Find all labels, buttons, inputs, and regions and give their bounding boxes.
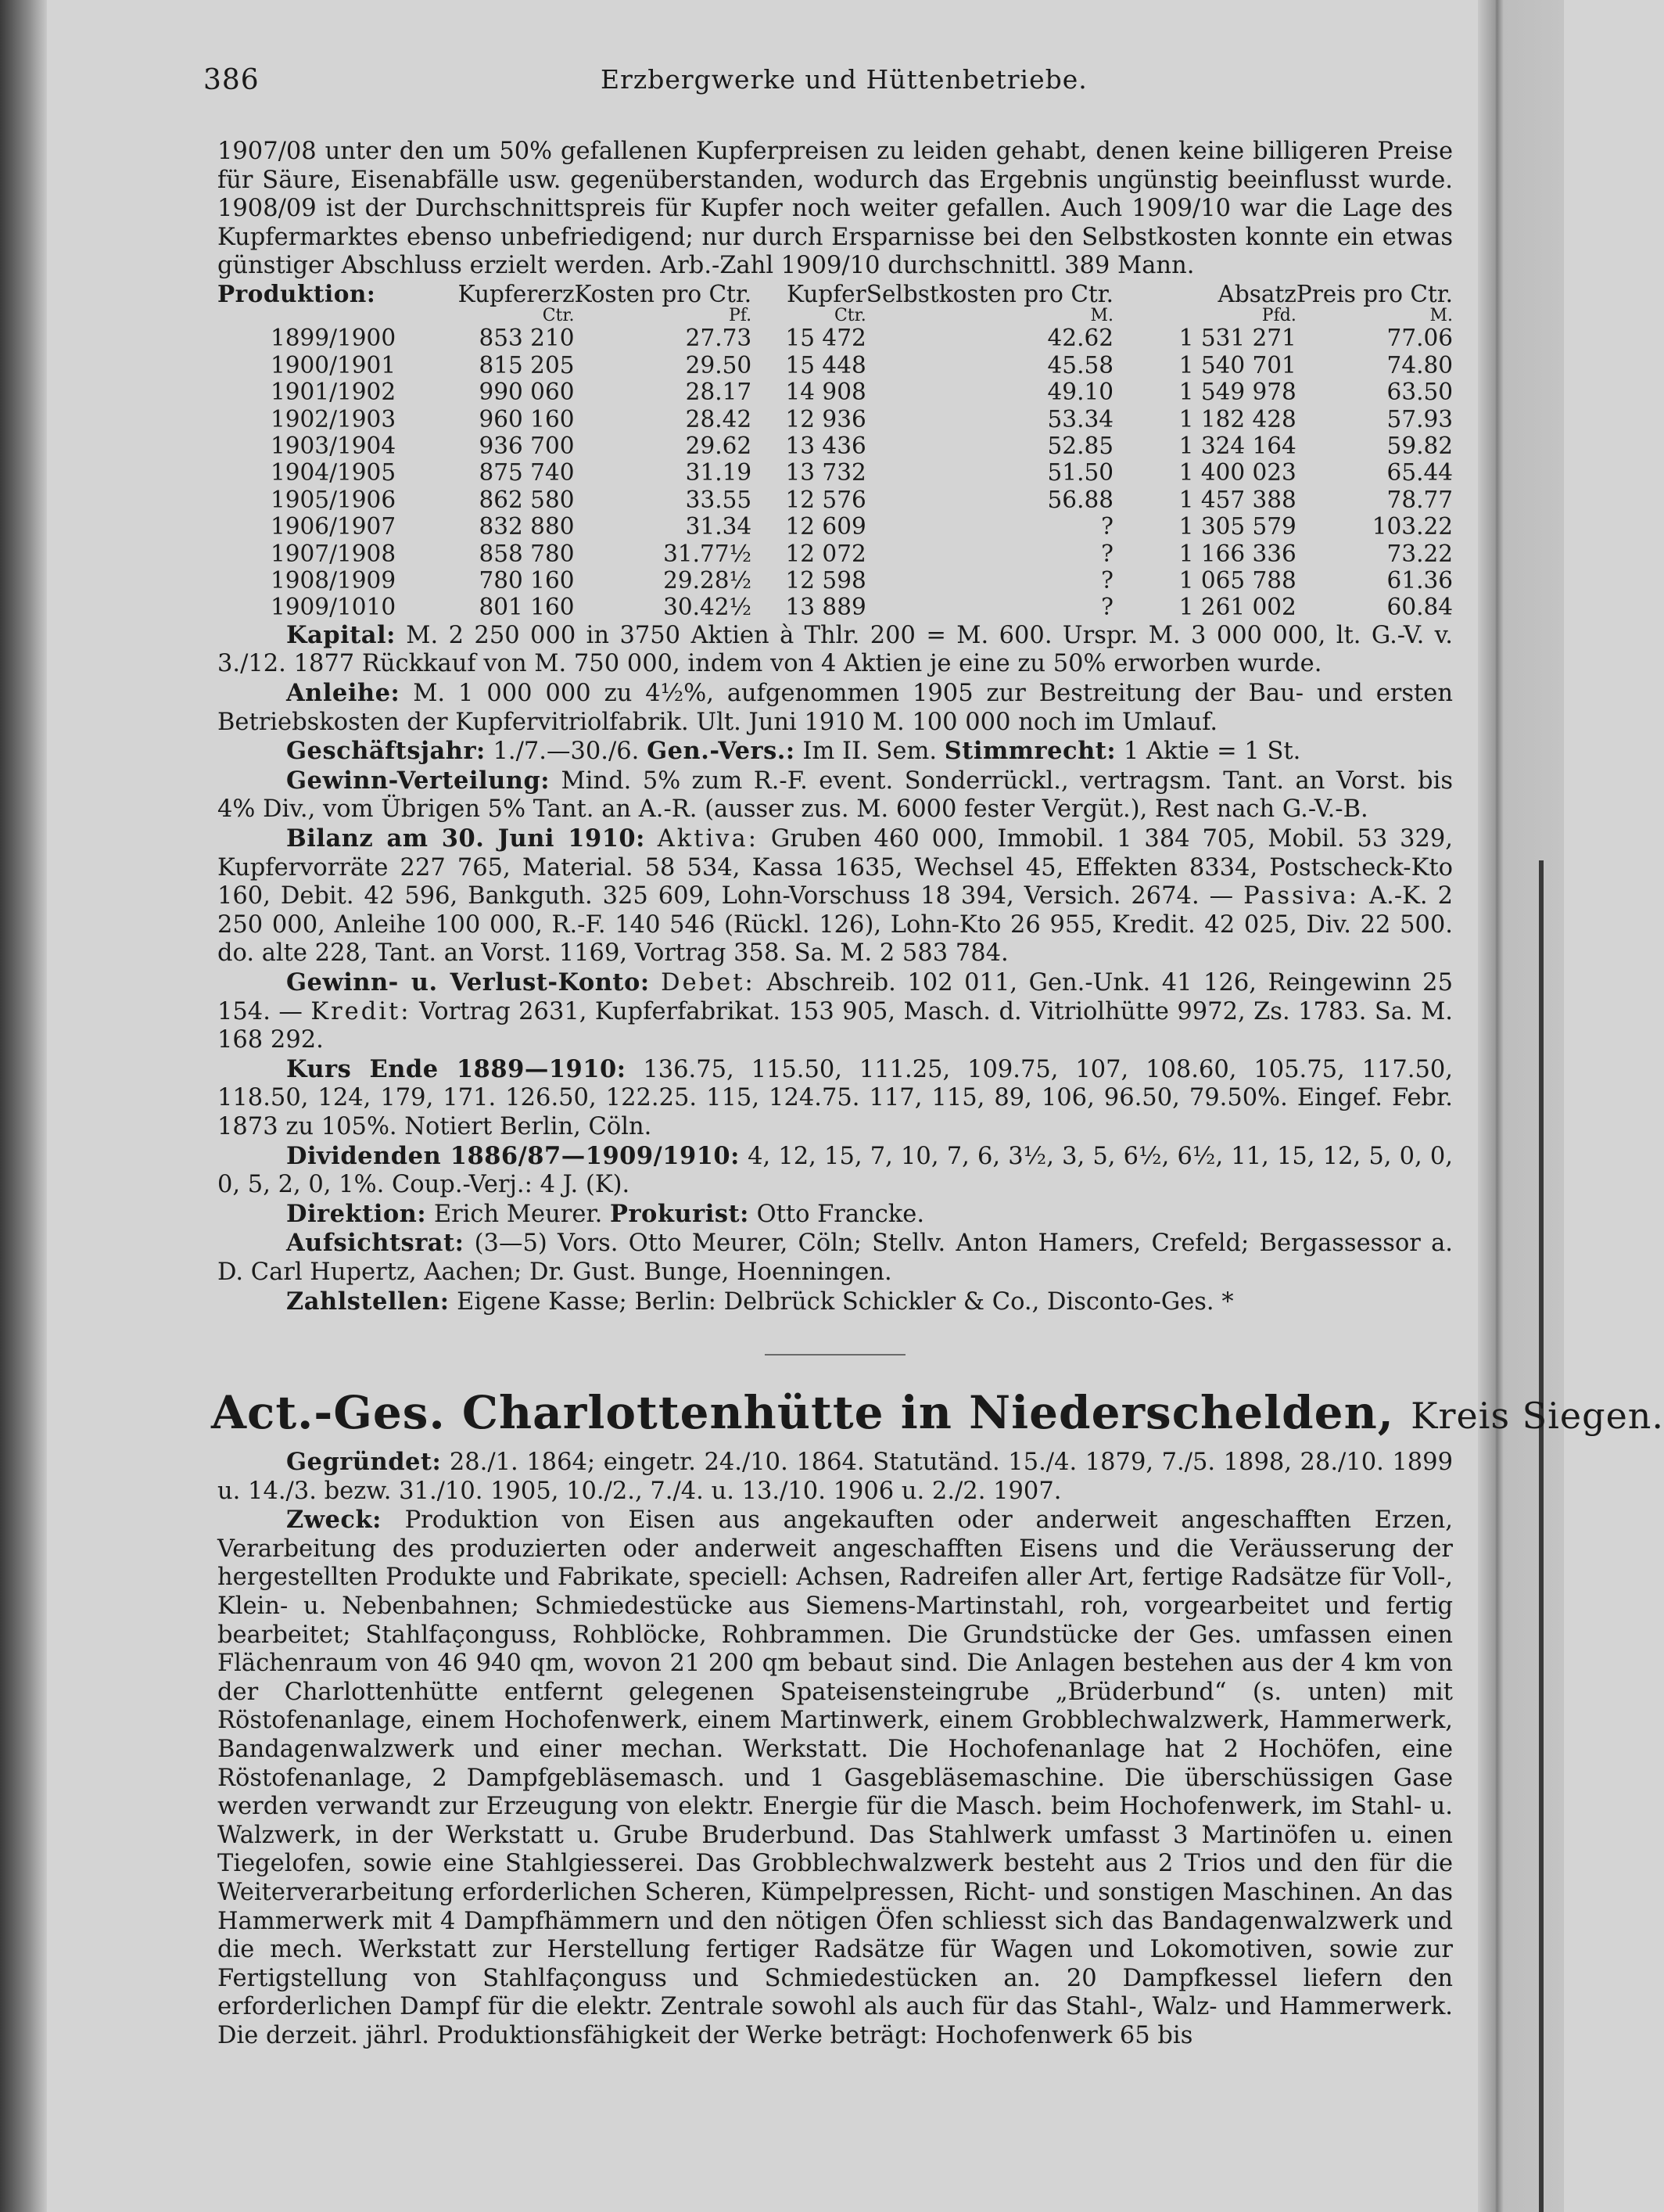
production-cell: 31.77½ bbox=[663, 540, 752, 567]
production-rows bbox=[217, 325, 1453, 620]
production-cell: 31.19 bbox=[685, 459, 752, 487]
col-unit: Pfd. bbox=[1261, 306, 1296, 326]
production-cell: 1 261 002 bbox=[1178, 594, 1296, 621]
production-cell: 1 540 701 bbox=[1178, 351, 1296, 379]
production-cell: 858 780 bbox=[479, 540, 575, 567]
geschaeftsjahr-label: Geschäftsjahr: bbox=[286, 737, 486, 766]
production-cell: 27.73 bbox=[685, 325, 752, 352]
production-cell: 15 448 bbox=[785, 351, 866, 379]
geschaeftsjahr-text: 1./7.—30./6. bbox=[493, 738, 640, 766]
production-cell: 1 182 428 bbox=[1178, 405, 1296, 433]
production-row bbox=[217, 513, 1453, 540]
zahlstellen-label: Zahlstellen: bbox=[286, 1287, 450, 1316]
production-cell: 815 205 bbox=[479, 351, 575, 379]
production-row bbox=[217, 459, 1453, 486]
production-cell: 1900/1901 bbox=[271, 351, 396, 379]
production-cell: 1902/1903 bbox=[271, 405, 396, 433]
zweck-paragraph bbox=[217, 1506, 1453, 2050]
production-cell: 65.44 bbox=[1386, 459, 1453, 487]
col-unit: M. bbox=[1429, 306, 1453, 326]
col-header: Kupfererz bbox=[457, 280, 575, 307]
running-title: Erzbergwerke und Hüttenbetriebe. bbox=[601, 64, 1088, 95]
production-cell: 1 305 579 bbox=[1178, 513, 1296, 540]
production-cell: 13 889 bbox=[785, 594, 866, 621]
production-cell: 1901/1902 bbox=[271, 379, 396, 406]
production-cell: 862 580 bbox=[479, 486, 575, 513]
production-cell: 1 324 164 bbox=[1178, 433, 1296, 459]
stimmrecht-text: 1 Aktie = 1 St. bbox=[1123, 738, 1301, 766]
production-cell: 1 400 023 bbox=[1178, 459, 1296, 487]
aufsichtsrat-paragraph bbox=[217, 1229, 1453, 1287]
production-cell: ? bbox=[1101, 540, 1114, 567]
production-cell: 1 531 271 bbox=[1178, 325, 1296, 352]
guv-paragraph bbox=[217, 968, 1453, 1055]
production-cell: 1908/1909 bbox=[271, 567, 396, 594]
section-divider bbox=[765, 1354, 906, 1356]
production-cell: 13 436 bbox=[785, 433, 866, 459]
gen-vers-text: Im II. Sem. bbox=[802, 738, 938, 766]
production-cell: 53.34 bbox=[1047, 405, 1114, 433]
production-cell: 78.77 bbox=[1386, 486, 1453, 513]
gewinn-verteilung-label: Gewinn-Verteilung: bbox=[286, 766, 550, 795]
zweck-label: Zweck: bbox=[286, 1506, 382, 1535]
production-cell: 990 060 bbox=[479, 379, 575, 406]
production-cell: 1904/1905 bbox=[271, 459, 396, 487]
production-cell: 51.50 bbox=[1047, 459, 1114, 487]
production-row bbox=[217, 567, 1453, 594]
kapital-paragraph bbox=[217, 621, 1453, 679]
production-cell: 30.42½ bbox=[663, 594, 752, 621]
prokurist-text: Otto Francke. bbox=[756, 1200, 925, 1228]
passiva-text: A.-K. 2 250 000, Anleihe 100 000, R.-F. 140 546 (Rückl. 126), Lohn-Kto 26 955, Kredit. 42 025, Div. 22 500. do. alte 228, Tant. an Vorst. 1169, Vortrag 358. Sa. M. 2 583 784. bbox=[217, 882, 1453, 968]
production-cell: 52.85 bbox=[1047, 433, 1114, 459]
intro-paragraph: 1907/08 unter den um 50% gefallenen Kupferpreisen zu leiden gehabt, denen keine billigeren Preise für Säure, Eisenabfälle usw. gegenüberstanden, wodurch das Ergebnis ungünstig beeinflusst wurde. 1908/09 ist der Durchschnittspreis für Kupfer noch weiter gefallen. Auch 1909/10 war die Lage des Kupfermarktes ebenso unbefriedigend; nur durch Ersparnisse bei den Selbstkosten konnte ein etwas günstiger Abschluss erzielt werden. Arb.-Zahl 1909/10 durchschnittl. 389 Mann. bbox=[217, 138, 1453, 280]
production-cell: 1899/1900 bbox=[271, 325, 396, 352]
col-header: Absatz bbox=[1218, 280, 1296, 307]
gewinn-verteilung-text: Mind. 5% zum R.-F. event. Sonderrückl., vertragsm. Tant. an Vorst. bis 4% Div., vom Übrigen 5% Tant. an A.-R. (ausser zus. M. 6000 fester Vergüt.), Rest nach G.-V.-B. bbox=[217, 767, 1453, 824]
direktion-paragraph bbox=[217, 1200, 1453, 1230]
kapital-label: Kapital: bbox=[286, 620, 396, 649]
production-cell: ? bbox=[1101, 594, 1114, 621]
aktiva-text: Gruben 460 000, Immobil. 1 384 705, Mobil. 53 329, Kupfervorräte 227 765, Material. 58 534, Kassa 1635, Wechsel 45, Effekten 8334, Postscheck-Kto 160, Debit. 42 596, Bankguth. 325 609, Lohn-Vorschuss 18 394, Versich. 2674. — bbox=[217, 825, 1453, 910]
production-cell: 13 732 bbox=[785, 459, 866, 487]
gen-vers-label: Gen.-Vers.: bbox=[647, 737, 795, 766]
body-text bbox=[211, 138, 1664, 2051]
dividenden-text: 4, 12, 15, 7, 10, 7, 6, 3½, 3, 5, 6½, 6½, 11, 15, 12, 5, 0, 0, 0, 5, 2, 0, 1%. Coup.-Verj.: 4 J. (K). bbox=[217, 1142, 1454, 1199]
company-heading bbox=[211, 1385, 1664, 1443]
company-location: Kreis Siegen. bbox=[1411, 1395, 1664, 1438]
production-cell: 42.62 bbox=[1047, 325, 1114, 352]
production-cell: 12 936 bbox=[785, 405, 866, 433]
production-cell: 15 472 bbox=[785, 325, 866, 352]
col-header: Selbstkosten pro Ctr. bbox=[866, 280, 1114, 307]
production-cell: 77.06 bbox=[1386, 325, 1453, 352]
production-cell: 28.42 bbox=[685, 405, 752, 433]
production-cell: 59.82 bbox=[1386, 433, 1453, 459]
production-cell: 63.50 bbox=[1386, 379, 1453, 406]
gegruendet-label: Gegründet: bbox=[286, 1448, 442, 1477]
gegruendet-paragraph bbox=[217, 1448, 1453, 1506]
bilanz-paragraph bbox=[217, 824, 1453, 968]
production-cell: 12 576 bbox=[785, 486, 866, 513]
company-name: Act.-Ges. Charlottenhütte in Niederschelden, bbox=[211, 1386, 1394, 1440]
direktion-text: Erich Meurer. bbox=[433, 1200, 603, 1228]
prokurist-label: Prokurist: bbox=[610, 1199, 749, 1228]
production-cell: 60.84 bbox=[1386, 594, 1453, 621]
production-cell: 780 160 bbox=[479, 567, 575, 594]
production-cell: 45.58 bbox=[1047, 351, 1114, 379]
production-cell: ? bbox=[1101, 513, 1114, 540]
col-unit: M. bbox=[1090, 306, 1114, 326]
production-cell: 14 908 bbox=[785, 379, 866, 406]
production-row bbox=[217, 352, 1453, 379]
production-row bbox=[217, 594, 1453, 620]
col-unit: Ctr. bbox=[834, 306, 866, 326]
production-cell: 875 740 bbox=[479, 459, 575, 487]
facing-page-rule bbox=[1539, 860, 1544, 2212]
production-row bbox=[217, 325, 1453, 351]
page-number: 386 bbox=[203, 64, 260, 96]
production-label: Produktion: bbox=[217, 279, 376, 307]
aufsichtsrat-label: Aufsichtsrat: bbox=[286, 1229, 464, 1258]
production-cell: 853 210 bbox=[479, 325, 575, 352]
direktion-label: Direktion: bbox=[286, 1199, 427, 1228]
kurs-paragraph bbox=[217, 1055, 1453, 1142]
production-cell: 1905/1906 bbox=[271, 486, 396, 513]
book-spine-shadow bbox=[0, 0, 47, 2212]
col-header: Preis pro Ctr. bbox=[1296, 280, 1453, 307]
dividenden-label: Dividenden 1886/87—1909/1910: bbox=[286, 1141, 740, 1170]
debet-label: Debet: bbox=[661, 968, 755, 996]
zahlstellen-text: Eigene Kasse; Berlin: Delbrück Schickler & Co., Disconto-Ges. * bbox=[457, 1287, 1234, 1316]
production-cell: 1 166 336 bbox=[1178, 540, 1296, 567]
anleihe-text: M. 1 000 000 zu 4½%, aufgenommen 1905 zur Bestreitung der Bau- und ersten Betriebskosten der Kupfervitriolfabrik. Ult. Juni 1910 M. 100 000 noch im Umlauf. bbox=[217, 680, 1453, 736]
production-row bbox=[217, 379, 1453, 405]
production-cell: 936 700 bbox=[479, 433, 575, 459]
passiva-label: Passiva: bbox=[1243, 882, 1360, 910]
production-cell: 832 880 bbox=[479, 513, 575, 540]
kredit-label: Kredit: bbox=[310, 997, 411, 1025]
anleihe-paragraph bbox=[217, 679, 1453, 737]
production-cell: 29.28½ bbox=[663, 567, 752, 594]
col-header: Kosten pro Ctr. bbox=[574, 280, 752, 307]
production-row bbox=[217, 433, 1453, 459]
gegruendet-text: 28./1. 1864; eingetr. 24./10. 1864. Statutänd. 15./4. 1879, 7./5. 1898, 28./10. 1899 u. 14./3. bezw. 31./10. 1905, 10./2., 7./4. u. 13./10. 1906 u. 2./2. 1907. bbox=[217, 1449, 1453, 1505]
production-cell: 12 072 bbox=[785, 540, 866, 567]
running-head bbox=[203, 64, 1453, 103]
production-cell: 801 160 bbox=[479, 594, 575, 621]
production-cell: 103.22 bbox=[1372, 513, 1453, 540]
anleihe-label: Anleihe: bbox=[286, 679, 400, 708]
production-cell: 73.22 bbox=[1386, 540, 1453, 567]
kurs-label: Kurs Ende 1889—1910: bbox=[286, 1054, 626, 1083]
production-row bbox=[217, 540, 1453, 567]
production-cell: 74.80 bbox=[1386, 351, 1453, 379]
dividenden-paragraph bbox=[217, 1142, 1453, 1200]
production-cell: 29.62 bbox=[685, 433, 752, 459]
production-cell: 28.17 bbox=[685, 379, 752, 406]
production-cell: 56.88 bbox=[1047, 486, 1114, 513]
stimmrecht-label: Stimmrecht: bbox=[944, 737, 1117, 766]
aktiva-label: Aktiva: bbox=[657, 825, 758, 853]
production-units-row bbox=[217, 307, 1453, 325]
production-cell: 1 065 788 bbox=[1178, 567, 1296, 594]
gewinn-verteilung-paragraph bbox=[217, 767, 1453, 824]
production-cell: 1 457 388 bbox=[1178, 486, 1296, 513]
aufsichtsrat-text: (3—5) Vors. Otto Meurer, Cöln; Stellv. Anton Hamers, Crefeld; Bergassessor a. D. Carl Hupertz, Aachen; Dr. Gust. Bunge, Hoenningen. bbox=[217, 1230, 1453, 1286]
production-cell: 57.93 bbox=[1386, 405, 1453, 433]
production-cell: 1909/1010 bbox=[271, 594, 396, 621]
production-cell: 33.55 bbox=[685, 486, 752, 513]
production-cell: 1 549 978 bbox=[1178, 379, 1296, 406]
col-unit: Pf. bbox=[728, 306, 752, 326]
production-cell: 960 160 bbox=[479, 405, 575, 433]
facing-page-edge bbox=[1478, 0, 1564, 2212]
production-row bbox=[217, 487, 1453, 513]
production-table bbox=[217, 281, 1453, 621]
col-header: Kupfer bbox=[786, 280, 866, 307]
production-cell: 12 609 bbox=[785, 513, 866, 540]
production-cell: 1903/1904 bbox=[271, 433, 396, 459]
production-cell: 49.10 bbox=[1047, 379, 1114, 406]
page bbox=[203, 0, 1664, 2212]
kredit-text: Vortrag 2631, Kupferfabrikat. 153 905, Masch. d. Vitriolhütte 9972, Zs. 1783. Sa. M. 168 292. bbox=[217, 997, 1453, 1054]
zweck-text: Produktion von Eisen aus angekauften oder anderweit angeschafften Erzen, Verarbeitung des produzierten oder anderweit angeschafften Eisens und die Veräusserung der hergestellten Produkte und Fabrikate, speciell: Achsen, Radreifen aller Art, fertige Radsätze für Voll-, Klein- u. Nebenbahnen; Schmiedestücke aus Siemens-Martinstahl, roh, vorgearbeitet und fertig bearbeitet; Stahlfaçonguss, Rohblöcke, Rohbrammen. Die Grundstücke der Ges. umfassen einen Flächenraum von 46 940 qm, wovon 21 200 qm bebaut sind. Die Anlagen bestehen aus der 4 km von der Charlottenhütte entfernt gelegenen Spateisensteingrube „Brüderbund“ (s. unten) mit Röstofenanlage, einem Hochofenwerk, einem Martinwerk, einem Grobblechwalzwerk, Hammerwerk, Bandagenwalzwerk und einer mechan. Werkstatt. Die Hochofenanlage hat 2 Hochöfen, eine Röstofenanlage, 2 Dampfgebläsemasch. und 1 Gasgebläsemaschine. Die überschüssigen Gase werden verwandt zur Erzeugung von elektr. Energie für die Masch. beim Hochofenwerk, im Stahl- u. Walzwerk, in der Werkstatt u. Grube Bruderbund. Das Stahlwerk umfasst 3 Martinöfen u. einen Tiegelofen, sowie eine Stahlgiesserei. Das Grobblechwalzwerk besteht aus 2 Trios und den für die Weiterverarbeitung erforderlichen Scheren, Kümpelpressen, Richt- und sonstigen Maschinen. An das Hammerwerk mit 4 Dampfhämmern und den nötigen Öfen schliesst sich das Bandagenwalzwerk und die mech. Werkstatt zur Herstellung fertiger Radsätze für Wagen und Lokomotiven, sowie zur Fertigstellung von Stahlfaçonguss und Schmiedestücken an. 20 Dampfkessel liefern den erforderlichen Dampf für die elektr. Zentrale sowohl als auch für das Stahl-, Walz- und Hammerwerk. Die derzeit. jährl. Produktionsfähigkeit der Werke beträgt: Hochofenwerk 65 bis bbox=[217, 1506, 1453, 2049]
production-cell: 1906/1907 bbox=[271, 513, 396, 540]
production-cell: ? bbox=[1101, 567, 1114, 594]
col-unit: Ctr. bbox=[542, 306, 575, 326]
production-header-row bbox=[217, 281, 1453, 307]
guv-label: Gewinn- u. Verlust-Konto: bbox=[286, 968, 650, 996]
production-cell: 29.50 bbox=[685, 351, 752, 379]
zahlstellen-paragraph bbox=[217, 1287, 1453, 1317]
production-cell: 1907/1908 bbox=[271, 540, 396, 567]
kapital-text: M. 2 250 000 in 3750 Aktien à Thlr. 200 = M. 600. Urspr. M. 3 000 000, lt. G.-V. v. 3./12. 1877 Rückkauf von M. 750 000, indem von 4 Aktien je eine zu 50% erworben wurde. bbox=[217, 621, 1453, 678]
geschaeftsjahr-paragraph bbox=[217, 737, 1453, 767]
production-cell: 61.36 bbox=[1386, 567, 1453, 594]
production-cell: 31.34 bbox=[685, 513, 752, 540]
production-row bbox=[217, 406, 1453, 433]
debet-text: Abschreib. 102 011, Gen.-Unk. 41 126, Reingewinn 25 154. — bbox=[217, 968, 1453, 1025]
production-cell: 12 598 bbox=[785, 567, 866, 594]
bilanz-label: Bilanz am 30. Juni 1910: bbox=[286, 824, 645, 853]
kurs-text: 136.75, 115.50, 111.25, 109.75, 107, 108.60, 105.75, 117.50, 118.50, 124, 179, 171. 126.50, 122.25. 115, 124.75. 117, 115, 89, 106, 96.50, 79.50%. Eingef. Febr. 1873 zu 105%. Notiert Berlin, Cöln. bbox=[217, 1055, 1453, 1140]
